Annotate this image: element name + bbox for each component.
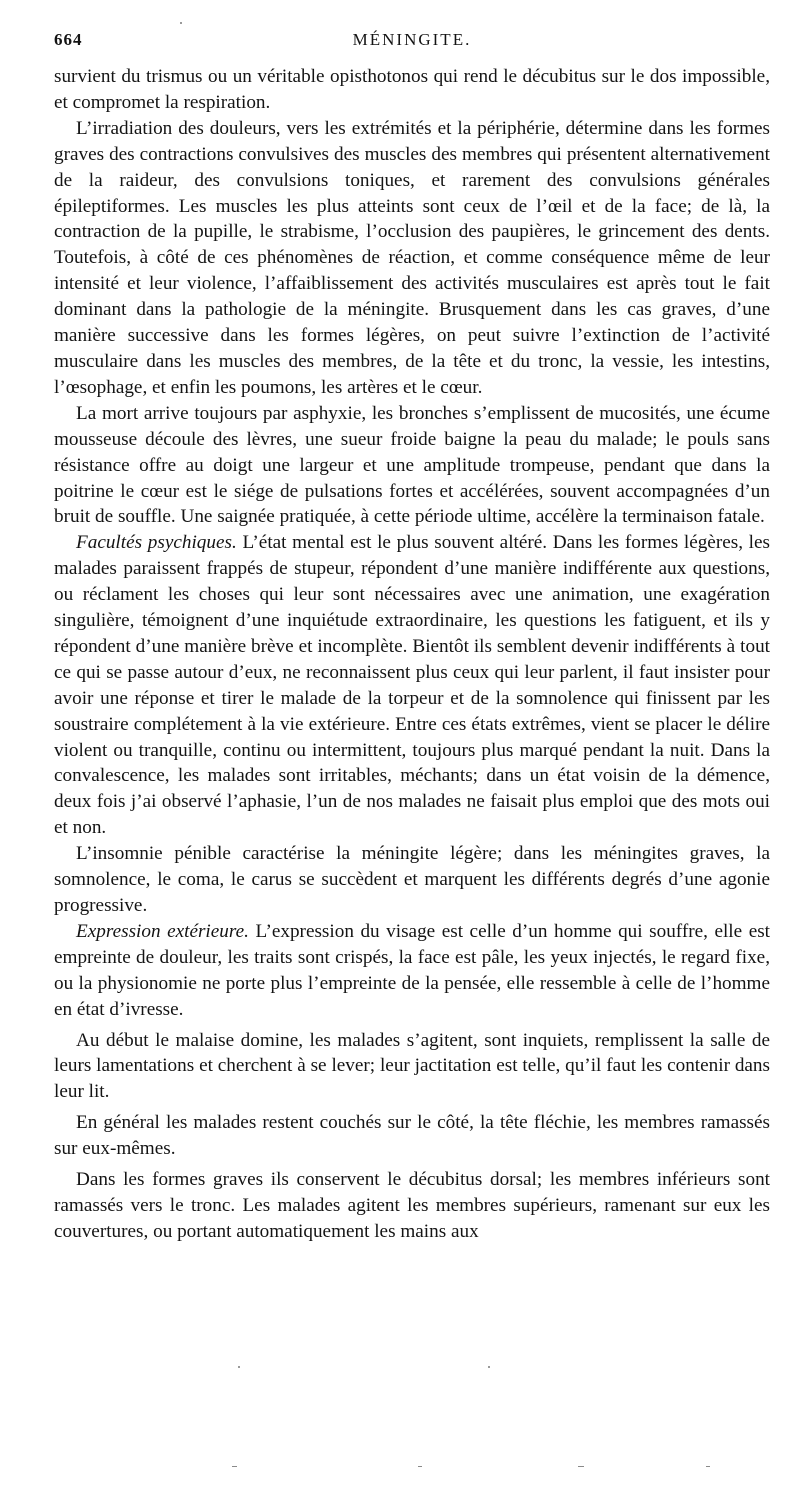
page-header <box>54 30 770 54</box>
running-title: MÉNINGITE. <box>352 30 472 49</box>
paragraph-text: L’expression du visage est celle d’un homme qui souffre, elle est empreinte de douleur, les traits sont crispés, la face est pâle, les yeux injectés, le regard fixe, ou la physionomie ne porte plus l’empreinte de la pensée, elle ressemble à celle de l’homme en état d’ivresse. <box>54 920 771 1020</box>
paragraph <box>54 841 770 919</box>
paragraph <box>54 919 770 1023</box>
scan-speck <box>488 1366 490 1368</box>
paragraph <box>54 401 770 531</box>
paragraph <box>54 1167 770 1245</box>
scan-mark <box>578 1466 584 1467</box>
scan-speck <box>238 1366 240 1368</box>
paragraph <box>54 1028 770 1106</box>
paragraph-text: survient du trismus ou un véritable opisthotonos qui rend le décubitus sur le dos impossible, et compromet la respiration. <box>54 66 770 113</box>
book-page <box>54 30 770 1245</box>
paragraph <box>54 530 770 841</box>
paragraph-text: Au début le malaise domine, les malades s’agitent, sont inquiets, remplissent la salle de leurs lamentations et cherchent à se lever; leur jactitation est telle, qu’il faut les contenir dans leur lit. <box>54 1029 770 1103</box>
scan-marks <box>0 1462 800 1472</box>
scan-mark <box>418 1466 422 1467</box>
scan-speck <box>180 22 182 24</box>
page-number: 664 <box>54 30 83 49</box>
paragraph-text: L’insomnie pénible caractérise la méningite légère; dans les méningites graves, la somnolence, le coma, le carus se succèdent et marquent les différents degrés d’une agonie progressive. <box>54 843 770 916</box>
paragraph-text: En général les malades restent couchés sur le côté, la tête fléchie, les membres ramassés sur eux-mêmes. <box>54 1112 770 1160</box>
body-text <box>54 64 770 1245</box>
scan-mark <box>232 1466 237 1467</box>
paragraph <box>54 64 770 116</box>
paragraph-text: La mort arrive toujours par asphyxie, les bronches s’emplissent de mucosités, une écume mousseuse découle des lèvres, une sueur froide baigne la peau du malade; le pouls sans résistance offre au doigt une largeur et une amplitude trompeuse, pendant que dans la poitrine le cœur est le siége de pulsations fortes et accélérées, souvent accompagnées d’un bruit de souffle. Une saignée pratiquée, à cette période ultime, accélère la terminaison fatale. <box>54 402 770 528</box>
paragraph-text: Dans les formes graves ils conservent le décubitus dorsal; les membres inférieurs sont ramassés vers le tronc. Les malades agitent les membres supérieurs, ramenant sur eux les couvertures, ou portant automatiquement les mains aux <box>54 1169 770 1242</box>
paragraph-text: L’irradiation des douleurs, vers les extrémités et la périphérie, détermine dans les formes graves des contractions convulsives des muscles des membres qui présentent alternativement de la raideur, des convulsions toniques, et rarement des convulsions générales épileptiformes. Les muscles les plus atteints sont ceux de l’œil et de la face; de là, la contraction de la pupille, le strabisme, l’occlusion des paupières, le grincement des dents. Toutefois, à côté de ces phénomènes de réaction, et comme conséquence même de leur intensité et leur violence, l’affaiblissement des activités musculaires est après tout le fait dominant dans la pathologie de la méningite. Brusquement dans les cas graves, d’une manière successive dans les formes légères, on peut suivre l’extinction de l’activité musculaire dans les muscles des membres, de la tête et du tronc, la vessie, les intestins, l’œsophage, et enfin les poumons, les artères et le cœur. <box>54 117 770 398</box>
paragraph <box>54 1110 770 1162</box>
section-lead: Expression extérieure. <box>76 920 249 942</box>
scan-mark <box>706 1466 710 1467</box>
paragraph <box>54 116 770 401</box>
paragraph-text: L’état mental est le plus souvent altéré. Dans les formes légères, les malades paraissent frappés de stupeur, répondent d’une manière indifférente aux questions, ou réclament les choses qui leur sont nécessaires avec une animation, une exagération singulière, témoignent d’une inquiétude extraordinaire, les questions les fatiguent, et ils y répondent d’une manière brève et incomplète. Bientôt ils semblent devenir indifférents à tout ce qui se passe autour d’eux, ne reconnaissent plus ceux qui leur parlent, il faut insister pour avoir une réponse et tirer le malade de la torpeur et de la somnolence qui finissent par les soustraire complétement à la vie extérieure. Entre ces états extrêmes, vient se placer le délire violent ou tranquille, continu ou intermittent, toujours plus marqué pendant la nuit. Dans la convalescence, les malades sont irritables, méchants; dans un état voisin de la démence, deux fois j’ai observé l’aphasie, l’un de nos malades ne faisait plus emploi que des mots oui et non. <box>54 532 771 839</box>
section-lead: Facultés psychiques. <box>76 532 237 554</box>
